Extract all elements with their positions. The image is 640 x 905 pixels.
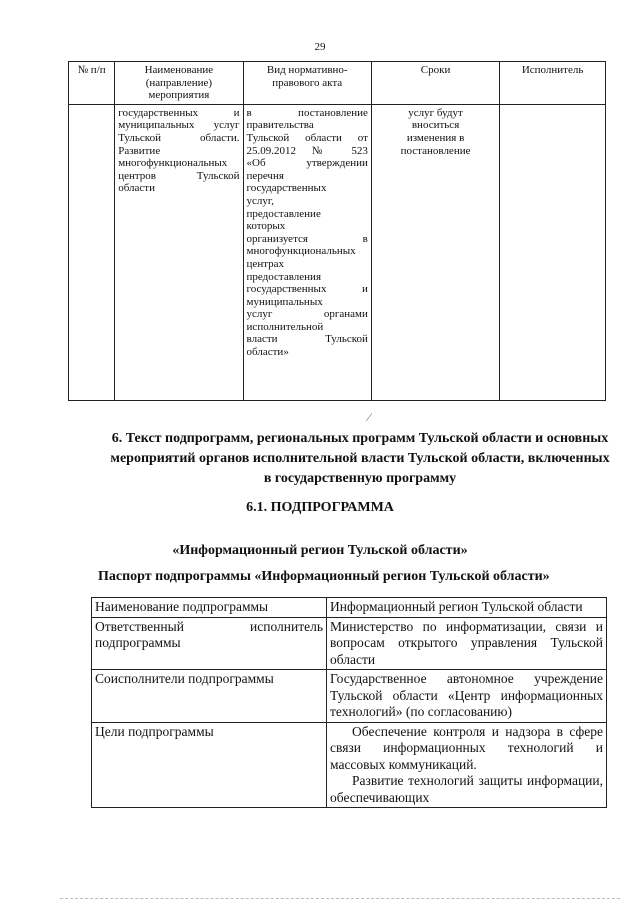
table-row [92, 722, 607, 808]
row-label-goals: Цели подпрограммы [92, 722, 327, 808]
measures-table [68, 61, 606, 401]
goals-paragraph-2: Развитие технологий защиты информации, обеспечивающих [330, 773, 603, 805]
header-num: № п/п [69, 62, 115, 105]
section-6-heading: 6. Текст подпрограмм, региональных программ Тульской области и основных мероприятий органов исполнительной власти Тульской области, включенных в государственную программу [110, 431, 610, 486]
cell-legal-act: в постановление правительства Тульской области от 25.09.2012 № 523 «Об утверждении перечня государственных услуг, предоставление которых организуется в многофункциональных центрах предоставления государственных и муниципальных услуг органами исполнительной власти Тульской области» [243, 104, 371, 400]
passport-title: Паспорт подпрограммы «Информационный регион Тульской области» [98, 569, 550, 584]
page-number: 29 [314, 41, 326, 53]
row-label-executor: Ответственный исполнитель подпрограммы [92, 617, 327, 670]
row-label-name: Наименование подпрограммы [92, 598, 327, 618]
passport-table [91, 597, 607, 808]
row-value-executor: Министерство по информатизации, связи и вопросам открытого управления Тульской области [327, 617, 607, 670]
header-terms: Сроки [371, 62, 499, 105]
row-label-coexecutors: Соисполнители подпрограммы [92, 670, 327, 723]
row-value-goals [327, 722, 607, 808]
header-executor: Исполнитель [500, 62, 606, 105]
pen-mark: ⁄ [368, 410, 371, 424]
table-header-row [69, 62, 606, 105]
scan-artifact [60, 896, 620, 899]
header-act: Вид нормативно-правового акта [243, 62, 371, 105]
row-value-coexecutors: Государственное автономное учреждение Тульской области «Центр информационных технологий» (по согласованию) [327, 670, 607, 723]
cell-measure-name: государственных и муниципальных услуг Тульской области. Развитие многофункциональных центров Тульской области [115, 104, 243, 400]
table-row [92, 670, 607, 723]
cell-terms: услуг будут вноситься изменения в постановление [371, 104, 499, 400]
goals-paragraph-1: Обеспечение контроля и надзора в сфере связи информационных технологий и массовых коммуникаций. [330, 723, 603, 772]
table-row [92, 617, 607, 670]
cell-executor [500, 104, 606, 400]
cell-num [69, 104, 115, 400]
header-name: Наименование (направление) мероприятия [115, 62, 243, 105]
section-6-1-heading: 6.1. ПОДПРОГРАММА [246, 500, 394, 515]
subprogram-title: «Информационный регион Тульской области» [172, 543, 468, 558]
table-row [92, 598, 607, 618]
row-value-name: Информационный регион Тульской области [327, 598, 607, 618]
table-row [69, 104, 606, 400]
